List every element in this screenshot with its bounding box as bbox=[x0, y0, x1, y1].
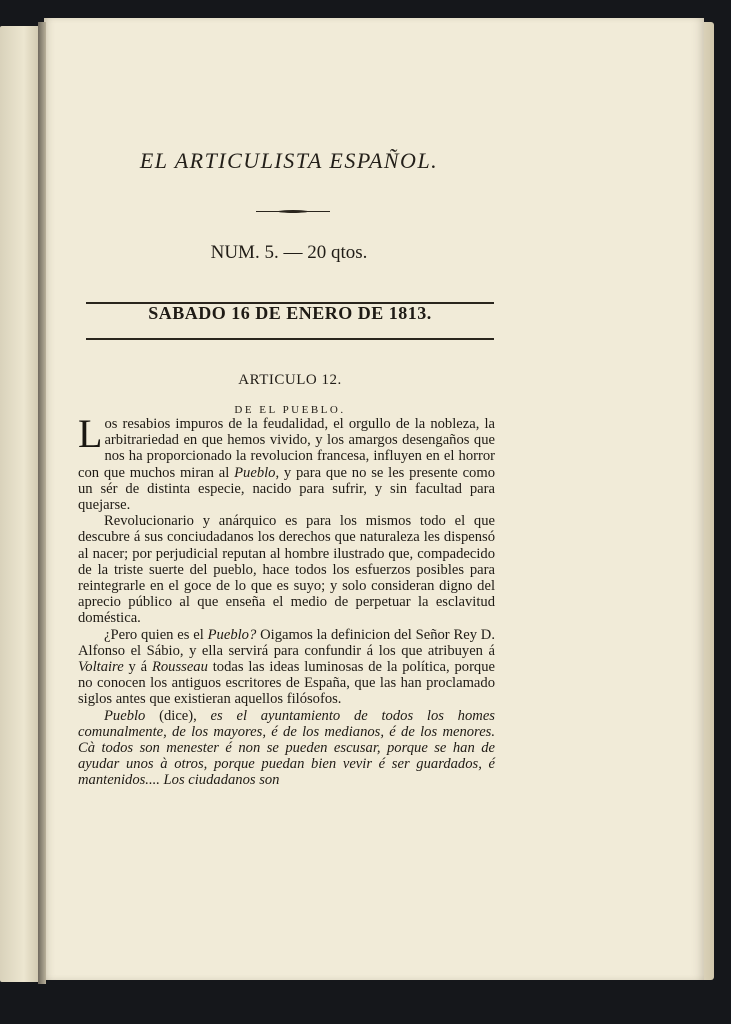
alfonso-quotation: es el ayuntamiento de todos los homes comunalmente, de los mayores, é de los medianos, é de los menores. Cà todos son menester é non se pueden escusar, porque se han de ayudar unos à otros, porque puedan bien vevir é ser guardados, é mantenidos.... Los ciudadanos son bbox=[78, 707, 495, 789]
paragraph-4 bbox=[78, 708, 495, 789]
emphasis-rousseau: Rousseau bbox=[151, 659, 208, 676]
paragraph-3-text-c: y á bbox=[123, 659, 152, 676]
book-gutter bbox=[38, 22, 46, 984]
drop-cap: L bbox=[78, 411, 103, 456]
paragraph-4-text: (dice), bbox=[145, 707, 211, 724]
facing-page-edge bbox=[0, 26, 40, 982]
ornamental-rule bbox=[256, 210, 330, 214]
emphasis-pueblo-definition: Pueblo bbox=[104, 707, 146, 724]
paragraph-3-text-a: ¿Pero quien es el bbox=[104, 626, 208, 643]
masthead-title: EL ARTICULISTA ESPAÑOL. bbox=[139, 148, 439, 173]
article-subtitle: DE EL PUEBLO. bbox=[234, 404, 346, 416]
issue-date: SABADO 16 DE ENERO DE 1813. bbox=[148, 303, 432, 323]
paragraph-1-text: os resabios impuros de la feudalidad, el orgullo de la nobleza, la arbitrariedad en que hemos vivido, y los amargos desengaños que nos ha proporcionado la revolucion francesa, influyen en el horror con que muchos miran al bbox=[78, 416, 495, 481]
emphasis-pueblo: Pueblo bbox=[234, 464, 276, 481]
emphasis-pueblo-question: Pueblo? bbox=[207, 626, 257, 643]
paragraph-3-text-b: Oigamos la definicion del Señor Rey D. Alfonso el Sábio, y ella servirá para confundir á los que atribuyen á bbox=[78, 626, 495, 659]
paragraph-2: Revolucionario y anárquico es para los mismos todo el que descubre á sus conciudadanos los derechos que naturaleza les dispensó al nacer; por perjudicial reputan al hombre ilustrado que, compadecido de la triste suerte del pueblo, hace todos los esfuerzos posibles para reintegrarle en el goce de lo que es suyo; y solo consideran digno del aprecio público al que enseña el medio de perpetuar la esclavitud doméstica. bbox=[78, 513, 495, 627]
paragraph-3 bbox=[78, 627, 495, 708]
paragraph-1-text-end: , y para que no se les presente como un sér de distinta especie, nacido para sufrir, y sin facultad para quejarse. bbox=[78, 464, 495, 514]
article-body bbox=[78, 411, 495, 789]
article-title: ARTICULO 12. bbox=[238, 372, 342, 388]
issue-number: NUM. 5. — 20 qtos. bbox=[210, 242, 368, 263]
emphasis-voltaire: Voltaire bbox=[78, 659, 124, 676]
bottom-rule bbox=[86, 338, 494, 340]
paragraph-1 bbox=[78, 411, 495, 514]
paragraph-3-text-d: todas las ideas luminosas de la política, porque no conocen los antiguos escritores de España, que las han proclamado siglos antes que existieran aquellos filósofos. bbox=[78, 659, 495, 708]
